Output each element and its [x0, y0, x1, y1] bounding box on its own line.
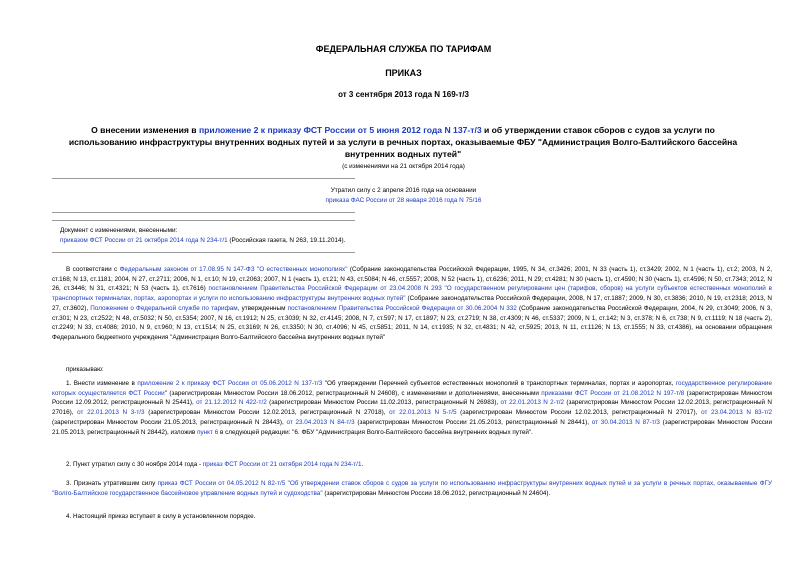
text: (зарегистрирован Минюстом России 21.05.2013, регистрационный N 28442), изложив — [52, 418, 773, 436]
resolution-link[interactable]: постановлением Правительства Российской Федерации от 23.04.2008 N 293 "О государственном регулировании цен (тарифов, сборов) на услуги субъектов естественных монополий в транспортных терминалах, портах, аэропортах и услуги по использованию инфраструктуры внутренних водных путей" — [52, 285, 772, 303]
order-84-link[interactable]: от 23.04.2013 N 84-т/3 — [286, 418, 355, 426]
text: "Об утверждении Перечней субъектов естественных монополий в транспортных терминалах, портах и аэропортах, — [322, 380, 676, 387]
divider — [52, 220, 355, 221]
changes-link[interactable]: приказом ФСТ России от 21 октября 2014 года N 234-т/1 — [60, 237, 228, 244]
order-234-link[interactable]: приказ ФСТ России от 21 октября 2014 года N 234-т/1 — [202, 461, 362, 468]
order-197-link[interactable]: приказами ФСТ России от 21.08.2012 N 197-т/8 — [541, 389, 685, 397]
changes-label: Документ с изменениями, внесенными: — [60, 227, 178, 234]
text: " (зарегистрирован Минюстом России 18.06.2012, регистрационный N 24608), с изменениями и дополнениями, внесенными — [164, 389, 542, 397]
text: 2. Пункт утратил силу с 30 ноября 2014 года - — [66, 461, 203, 468]
text: (зарегистрирован Минюстом России 18.06.2012, регистрационный N 24604). — [322, 489, 551, 497]
text: В соответствии с — [66, 266, 120, 273]
text: , утвержденным — [237, 304, 288, 312]
item-4-paragraph: 4. Настоящий приказ вступает в силу в установленном порядке. — [66, 513, 256, 520]
order-2-link[interactable]: от 22.01.2013 N 2-т/2 — [500, 399, 565, 407]
changes-line — [60, 236, 760, 245]
text: (зарегистрирован Минюстом России 11.02.2013, регистрационный N 26983), — [266, 399, 501, 407]
agency-heading: ФЕДЕРАЛЬНАЯ СЛУЖБА ПО ТАРИФАМ — [315, 44, 492, 54]
order-word: приказываю: — [66, 366, 104, 373]
regulation-link[interactable]: Положением о Федеральной службе по тарифам — [90, 304, 238, 312]
title-link[interactable]: приложение 2 к приказу ФСТ России от 5 июня 2012 года N 137-т/3 — [198, 125, 482, 135]
order-3-link[interactable]: от 22.01.2013 N 3-т/3 — [77, 409, 145, 417]
item-1-paragraph — [52, 379, 772, 437]
order-82-title-link[interactable]: "Об утверждении ставок сборов с судов за услуги по использованию инфраструктуры внутренних водных путей и за услуги в речных портах, оказываемые ФГУ "Волго-Балтийское государственное бассейновое управление водных путей и судоходства" — [52, 480, 772, 497]
preamble-paragraph — [52, 265, 772, 343]
title-pre: О внесении изменения в — [91, 125, 199, 135]
lost-force-link[interactable]: приказа ФАС России от 28 января 2016 года N 75/16 — [325, 197, 482, 204]
changes-tail: (Российская газета, N 263, 19.11.2014). — [227, 237, 346, 244]
text: (Собрание законодательства Российской Федерации, 2008, N 17, ст.1887; 2009, N 30, ст.3836; 2010, N 19, ст.2318; 2013, N 27, ст.3602), — [52, 295, 772, 312]
divider — [52, 252, 355, 253]
item-3-paragraph — [52, 479, 772, 498]
revision-note: (с изменениями на 21 октября 2014 года) — [342, 163, 465, 170]
order-82-link[interactable]: приказ ФСТ России от 04.05.2012 N 82-т/5 — [157, 480, 286, 487]
order-137-link[interactable]: приложение 2 к приказу ФСТ России от 05.06.2012 N 137-т/3 — [137, 380, 323, 387]
lost-force-line: Утратил силу с 2 апреля 2016 года на основании — [330, 187, 477, 194]
text: (зарегистрирован Минюстом России 12.02.2013, регистрационный N 27017), — [456, 409, 702, 417]
text: 1. Внести изменение в — [66, 380, 138, 387]
text: (Собрание законодательства Российской Федерации, 2004, N 29, ст.3049; 2006, N 3, ст.301; N 23, ст.2522; N 48, ст.5032; N 50, ст.5354; 2007, N 16, ст.1912; N 25, ст.3039; N 32, ст.4145; 2008, N 7, ст.597; N 17, ст.1897; N 23, ст.2719; N 38, ст.4309; N 46, ст.5337; 2009, N 1, ст.142; N 3, ст.378; N 6, ст.738; N 9, ст.1119; N 18 (часть 2), ст.2249; N 33, ст.4086; 2010, N 9, ст.960; N 13, ст.1514; N 25, ст.3169; N 26, ст.3350; N 30, ст.4096; N 45, ст.5851; 2011, N 14, ст.1935; N 32, ст.4831; N 42, ст.5925; 2013, N 11, ст.1126; N 13, ст.1555; N 33, ст.4386), на основании обращения Федерального бюджетного учреждения "Администрация Волго-Балтийского бассейна внутренних водных путей" — [52, 304, 773, 341]
law-link[interactable]: Федеральным законом от 17.08.95 N 147-ФЗ "О естественных монополиях" — [119, 266, 348, 273]
order-87-link[interactable]: от 30.04.2013 N 87-т/3 — [591, 418, 660, 426]
doc-type-heading: ПРИКАЗ — [385, 68, 422, 78]
text: (зарегистрирован Минюстом России 21.05.2013, регистрационный N 28443), — [52, 418, 287, 426]
divider — [52, 212, 355, 213]
text: . — [361, 461, 364, 468]
text: в следующей редакции: "6. ФБУ "Администрация Волго-Балтийского бассейна внутренних водных путей". — [218, 428, 533, 436]
document-title — [62, 124, 744, 160]
text: (зарегистрирован Минюстом России 12.02.2013, регистрационный N 27018), — [144, 409, 390, 417]
order-422-link[interactable]: от 21.12.2012 N 422-т/2 — [196, 399, 267, 407]
divider — [52, 178, 355, 179]
item-6-link[interactable]: пункт 6 — [197, 428, 219, 436]
regulation-link[interactable]: государственное регулирование которых осуществляется ФСТ России — [52, 380, 772, 397]
text: (зарегистрирован Минюстом России 12.09.2012, регистрационный N 25441), — [52, 389, 772, 407]
text: (зарегистрирован Минюстом России 12.02.2013, регистрационный N 27016), — [52, 399, 772, 417]
title-post: и об утверждении ставок сборов с судов за услуги по использованию инфраструктуры внутренних водных путей и за услуги в речных портах, оказываемые ФБУ "Администрация Волго-Балтийского бассейна внутренних водных путей" — [68, 125, 738, 159]
order-83-link[interactable]: от 23.04.2013 N 83-т/2 — [701, 409, 773, 417]
item-2-paragraph — [52, 460, 772, 470]
text: (Собрание законодательства Российской Федерации, 1995, N 34, ст.3426; 2001, N 33 (часть 1), ст.3429; 2002, N 1 (часть 1), ст.2; 2003, N 2, ст.168; N 13, ст.1181; 2004, N 27, ст.2711; 2006, N 1, ст.10; N 19, ст.2063; 2007, N 1 (часть 1), ст.21; N 43, ст.5084; N 46, ст.5557; 2008, N 52 (часть 1), ст.6236; 2011, N 29; ст.4281; N 30 (часть 1), ст.4590; N 30 (часть 1), ст.4596; N 50, ст.7343; 2012, N 26, ст.3446; N 31, ст.4321; N 53 (часть 1), ст.7616) — [52, 266, 772, 293]
date-number-heading: от 3 сентября 2013 года N 169-т/3 — [338, 90, 469, 99]
text: 3. Признать утратившим силу — [66, 480, 158, 487]
text: (зарегистрирован Минюстом России 21.05.2013, регистрационный N 28441), — [354, 418, 592, 426]
order-5-link[interactable]: от 22.01.2013 N 5-т/5 — [389, 409, 457, 417]
resolution-332-link[interactable]: постановлением Правительства Российской Федерации от 30.06.2004 N 332 — [287, 304, 517, 312]
